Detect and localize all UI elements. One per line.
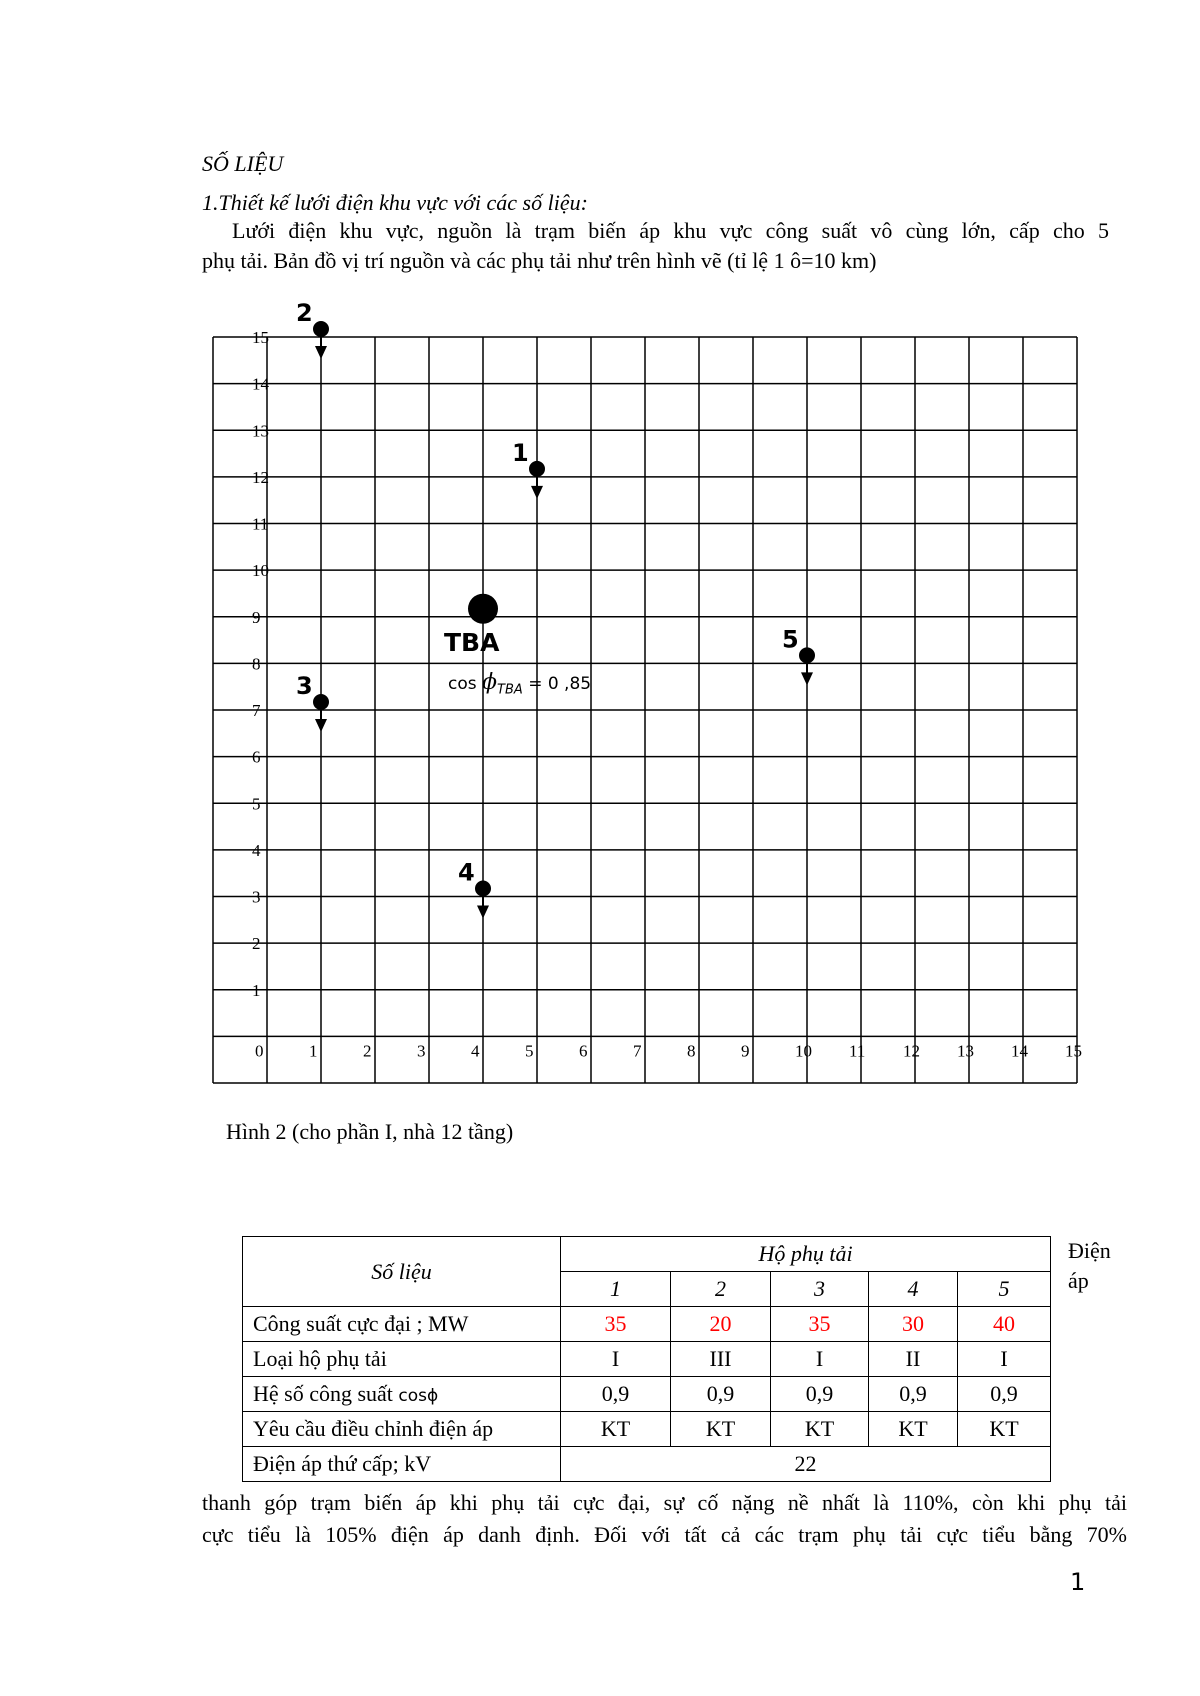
table-cell: KT (869, 1412, 958, 1447)
cos-phi-symbol: cosϕ (398, 1386, 439, 1406)
x-tick-label: 12 (903, 1041, 920, 1061)
table-row-secondary-voltage (243, 1447, 1051, 1482)
y-tick-label: 12 (252, 467, 269, 487)
tba-phi-symbol: ϕ (482, 670, 498, 695)
table-header-label: Số liệu (243, 1237, 561, 1307)
load-arrow-head (315, 346, 327, 359)
y-tick-label: 4 (252, 840, 261, 860)
map-grid (213, 337, 1077, 1083)
table-cell: KT (958, 1412, 1051, 1447)
x-tick-label: 3 (417, 1041, 426, 1061)
tba-cos-text: cos (448, 674, 477, 694)
load-arrow-head (531, 486, 543, 499)
table-row-load-type (243, 1342, 1051, 1377)
table-cell: II (869, 1342, 958, 1377)
x-tick-label: 13 (957, 1041, 974, 1061)
y-tick-label: 9 (252, 607, 261, 627)
x-tick-label: 6 (579, 1041, 588, 1061)
x-tick-label: 11 (849, 1041, 866, 1061)
row-label (243, 1377, 561, 1412)
table-cell: 0,9 (869, 1377, 958, 1412)
side-note-line-1: Điện (1068, 1238, 1111, 1263)
load-arrow-head (477, 906, 489, 919)
map-ticks (252, 328, 1082, 1060)
x-tick-label: 5 (525, 1041, 534, 1061)
y-tick-label: 15 (252, 328, 269, 347)
row-label: Điện áp thứ cấp; kV (243, 1447, 561, 1482)
load-data-table (242, 1236, 1051, 1482)
table-cell: 35 (771, 1307, 869, 1342)
table-cell: 0,9 (771, 1377, 869, 1412)
table-cell: KT (671, 1412, 771, 1447)
table-cell: 22 (561, 1447, 1051, 1482)
load-label: 4 (458, 858, 475, 887)
map-points (296, 299, 815, 919)
y-tick-label: 3 (252, 887, 261, 907)
table-cell: 0,9 (958, 1377, 1051, 1412)
column-header: 3 (771, 1272, 869, 1307)
intro-line-1: Lưới điện khu vực, nguồn là trạm biến áp khu vực công suất vô cùng lớn, cấp cho 5 (232, 218, 1109, 243)
table-cell: I (958, 1342, 1051, 1377)
x-tick-label: 2 (363, 1041, 372, 1061)
row-label: Công suất cực đại ; MW (243, 1307, 561, 1342)
x-tick-label: 10 (795, 1041, 812, 1061)
table-cell: 0,9 (671, 1377, 771, 1412)
y-tick-label: 11 (252, 514, 269, 534)
table-cell: I (771, 1342, 869, 1377)
x-tick-label: 1 (309, 1041, 318, 1061)
y-tick-label: 13 (252, 421, 269, 441)
section-title: SỐ LIỆU (202, 151, 284, 176)
footer-line-2: cực tiểu là 105% điện áp danh định. Đối với tất cả các trạm phụ tải cực tiểu bằng 70% (202, 1522, 1127, 1547)
load-label: 5 (782, 625, 799, 654)
x-tick-label: 4 (471, 1041, 480, 1061)
table-cell: 0,9 (561, 1377, 671, 1412)
load-label: 3 (296, 672, 313, 700)
intro-line-2: phụ tải. Bản đồ vị trí nguồn và các phụ tải như trên hình vẽ (tỉ lệ 1 ô=10 km) (202, 248, 877, 273)
table-header-row (243, 1237, 1051, 1272)
tba-subscript: TBA (497, 682, 523, 698)
page-number: 1 (1070, 1568, 1086, 1596)
load-arrow-head (801, 672, 813, 685)
x-tick-label: 14 (1011, 1041, 1028, 1061)
table-cell: III (671, 1342, 771, 1377)
table-cell: KT (561, 1412, 671, 1447)
table-group-header: Hộ phụ tải (561, 1237, 1051, 1272)
y-tick-label: 10 (252, 561, 269, 581)
y-tick-label: 6 (252, 747, 261, 767)
column-header: 5 (958, 1272, 1051, 1307)
x-tick-label: 15 (1065, 1041, 1082, 1061)
figure-caption: Hình 2 (cho phần I, nhà 12 tầng) (226, 1119, 514, 1144)
tba-cos-annotation (448, 670, 591, 697)
load-arrow-head (315, 719, 327, 732)
x-tick-label: 9 (741, 1041, 750, 1061)
y-tick-label: 14 (252, 374, 269, 394)
footer-line-1: thanh góp trạm biến áp khi phụ tải cực đại, sự cố nặng nề nhất là 110%, còn khi phụ tải (202, 1490, 1127, 1515)
row-label: Yêu cầu điều chỉnh điện áp (243, 1412, 561, 1447)
row-label-text: Hệ số công suất (253, 1381, 393, 1406)
table-cell: 40 (958, 1307, 1051, 1342)
tba-cos-value: = 0 ,85 (528, 674, 592, 694)
y-tick-label: 8 (252, 654, 261, 674)
load-label: 2 (296, 299, 313, 327)
table-cell: 35 (561, 1307, 671, 1342)
table-cell: 30 (869, 1307, 958, 1342)
column-header: 4 (869, 1272, 958, 1307)
table-row-max-power (243, 1307, 1051, 1342)
subtitle: 1.Thiết kế lưới điện khu vực với các số liệu: (202, 190, 588, 215)
side-note-line-2: áp (1068, 1268, 1089, 1293)
column-header: 2 (671, 1272, 771, 1307)
table-cell: 20 (671, 1307, 771, 1342)
y-tick-label: 7 (252, 701, 261, 720)
y-tick-label: 1 (252, 980, 261, 1000)
row-label: Loại hộ phụ tải (243, 1342, 561, 1377)
x-tick-label: 7 (633, 1041, 642, 1061)
tba-label: TBA (444, 627, 500, 657)
table-row-voltage-regulation (243, 1412, 1051, 1447)
table-cell: I (561, 1342, 671, 1377)
table-row-power-factor (243, 1377, 1051, 1412)
x-tick-label: 8 (687, 1041, 696, 1061)
y-tick-label: 5 (252, 794, 261, 814)
x-tick-label: 0 (255, 1041, 264, 1061)
y-tick-label: 2 (252, 934, 261, 954)
table-cell: KT (771, 1412, 869, 1447)
load-label: 1 (512, 438, 529, 467)
column-header: 1 (561, 1272, 671, 1307)
tba-source-marker (468, 594, 498, 624)
